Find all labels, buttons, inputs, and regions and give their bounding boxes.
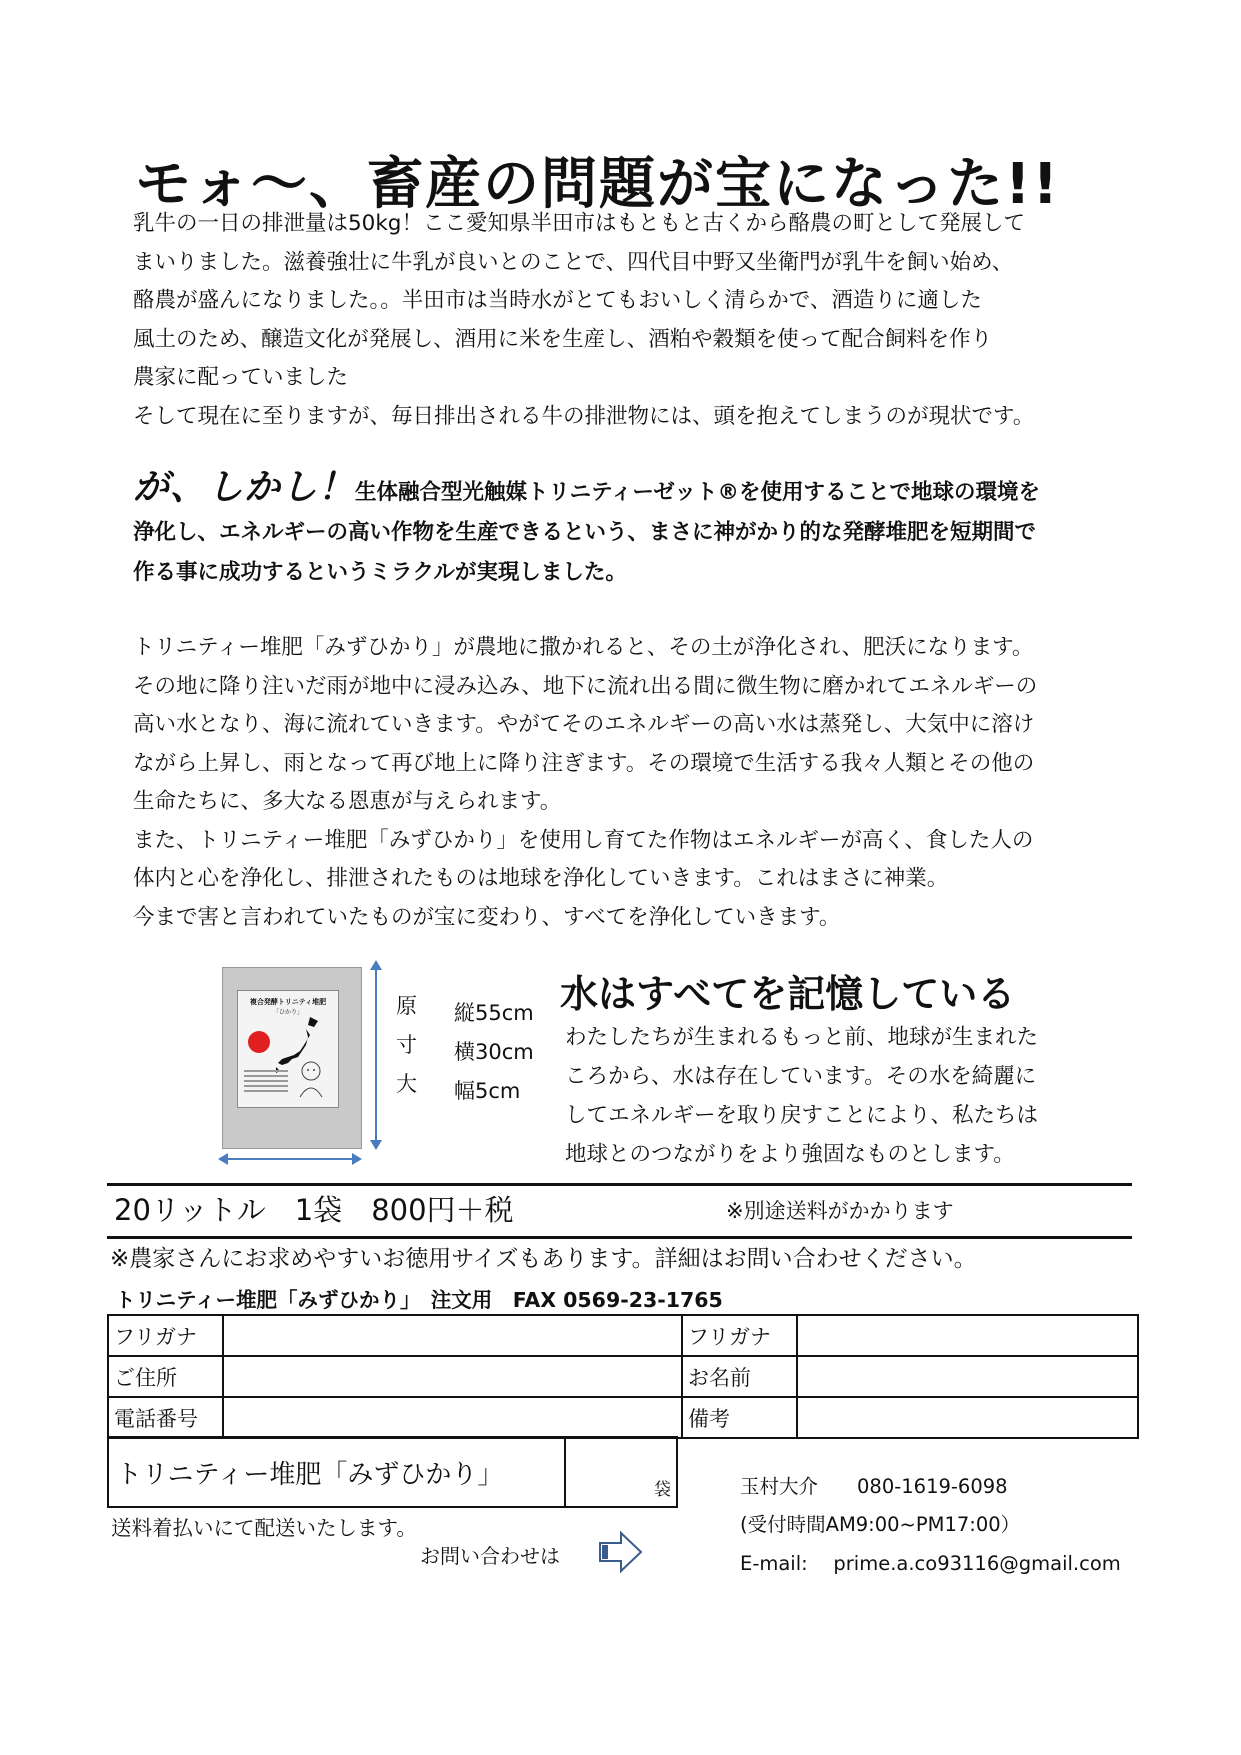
memory-line: ころから、水は存在しています。その水を綺麗に xyxy=(565,1064,1037,1089)
inquiry-label: お問い合わせは xyxy=(420,1544,560,1568)
size-label: 寸 xyxy=(396,1033,417,1057)
address-field[interactable] xyxy=(223,1356,682,1397)
size-label: 原 xyxy=(396,994,417,1018)
body-line: また、トリニティー堆肥「みずひかり」を使用し育てた作物はエネルギーが高く、食した人の xyxy=(133,827,1034,853)
size-labels xyxy=(396,987,417,1104)
arrow-right-icon xyxy=(352,1153,362,1165)
furigana-field-right[interactable] xyxy=(797,1315,1138,1356)
intro-line: 風土のため、醸造文化が発展し、酒用に米を生産し、酒粕や穀類を使って配合飼料を作り xyxy=(133,326,993,352)
name-label: お名前 xyxy=(682,1356,797,1397)
body-line: 体内と心を浄化し、排泄されたものは地球を浄化していきます。これはまさに神業。 xyxy=(133,866,949,891)
arrow-up-icon xyxy=(370,960,382,970)
bulk-size-note: ※農家さんにお求めやすいお徳用サイズもあります。詳細はお問い合わせください。 xyxy=(110,1246,977,1272)
memory-line: わたしたちが生まれるもっと前、地球が生まれた xyxy=(565,1025,1039,1050)
furigana-label-right: フリガナ xyxy=(682,1315,797,1356)
size-value: 横30cm xyxy=(454,1040,534,1064)
intro-line: 農家に配っていました xyxy=(133,365,349,390)
however-text: 生体融合型光触媒トリニティーゼット®を使用することで地球の環境を xyxy=(355,480,1041,505)
body-line: ながら上昇し、雨となって再び地上に降り注ぎます。その環境で生活する我々人類とその他の xyxy=(133,750,1035,776)
body-line: トリニティー堆肥「みずひかり」が農地に撒かれると、その土が浄化され、肥沃になります。 xyxy=(133,635,1034,660)
contact-hours: (受付時間AM9:00~PM17:00） xyxy=(740,1513,1021,1536)
memory-title: 水はすべてを記憶している xyxy=(560,972,1016,1016)
order-form-table xyxy=(107,1314,1139,1439)
bag-label-sub: 「ひかり」 xyxy=(272,1009,303,1016)
size-values xyxy=(454,994,534,1111)
memory-paragraph xyxy=(565,1018,1038,1174)
however-paragraph xyxy=(133,468,1040,593)
name-field[interactable] xyxy=(797,1356,1138,1397)
body-line: 今まで害と言われていたものが宝に変わり、すべてを浄化していきます。 xyxy=(133,904,841,930)
contact-person: 玉村大介 080-1619-6098 xyxy=(740,1475,1008,1498)
character-illustration xyxy=(294,1059,328,1099)
intro-paragraph xyxy=(133,205,1034,436)
price-text: 20リットル 1袋 800円＋税 xyxy=(114,1193,514,1227)
size-value: 縦55cm xyxy=(454,1001,534,1025)
shipping-note: 送料着払いにて配送いたします。 xyxy=(111,1516,417,1540)
shipping-fee-note: ※別途送料がかかります xyxy=(726,1199,954,1223)
arrow-left-icon xyxy=(218,1153,228,1165)
however-line-1 xyxy=(133,468,1040,513)
right-arrow-icon xyxy=(597,1530,645,1574)
bag-label xyxy=(237,990,339,1108)
bag-label-title: 複合発酵トリニティ堆肥 xyxy=(249,998,327,1006)
phone-label: 電話番号 xyxy=(108,1397,223,1438)
body-line: 生命たちに、多大なる恩恵が与えられます。 xyxy=(133,789,562,814)
body-line: 高い水となり、海に流れていきます。やがてそのエネルギーの高い水は蒸発し、大気中に溶け xyxy=(133,712,1035,737)
address-label: ご住所 xyxy=(108,1356,223,1397)
order-form-heading: トリニティー堆肥「みずひかり」 注文用 FAX 0569-23-1765 xyxy=(115,1288,723,1312)
memory-line: してエネルギーを取り戻すことにより、私たちは xyxy=(565,1103,1039,1128)
product-bag-image xyxy=(222,967,362,1149)
remarks-label: 備考 xyxy=(682,1397,797,1438)
intro-line: まいりました。滋養強壮に牛乳が良いとのことで、四代目中野又坐衛門が乳牛を飼い始め、 xyxy=(133,249,1014,275)
however-line-2: 浄化し、エネルギーの高い作物を生産できるという、まさに神がかり的な発酵堆肥を短期間で xyxy=(133,520,1037,545)
furigana-field[interactable] xyxy=(223,1315,682,1356)
rising-sun-icon xyxy=(248,1031,270,1053)
page-title: モォ～、畜産の問題が宝になった!! xyxy=(135,152,1061,217)
contact-email: E-mail: prime.a.co93116@gmail.com xyxy=(740,1552,1121,1575)
furigana-label: フリガナ xyxy=(108,1315,223,1356)
width-dimension-line xyxy=(222,1158,360,1160)
product-name: トリニティー堆肥「みずひかり」 xyxy=(116,1460,504,1490)
height-dimension-line xyxy=(375,965,377,1145)
memory-line: 地球とのつながりをより強固なものとします。 xyxy=(565,1142,1015,1167)
body-line: その地に降り注いだ雨が地中に浸み込み、地下に流れ出る間に微生物に磨かれてエネルギーの xyxy=(133,673,1038,699)
phone-field[interactable] xyxy=(223,1397,682,1438)
size-label: 大 xyxy=(396,1072,417,1096)
intro-line: 乳牛の一日の排泄量は50kg！ここ愛知県半田市はもともと古くから酪農の町として発展して xyxy=(133,211,1025,236)
remarks-field[interactable] xyxy=(797,1397,1138,1438)
body-paragraph xyxy=(133,629,1037,937)
label-fine-print xyxy=(244,1067,288,1095)
quantity-unit: 袋 xyxy=(654,1480,671,1500)
however-line-3: 作る事に成功するというミラクルが実現しました。 xyxy=(133,560,627,585)
arrow-down-icon xyxy=(370,1140,382,1150)
however-lead: が、しかし！ xyxy=(133,467,356,508)
intro-line: 酪農が盛んになりました。。半田市は当時水がとてもおいしく清らかで、酒造りに適した xyxy=(133,288,982,313)
intro-line: そして現在に至りますが、毎日排出される牛の排泄物には、頭を抱えてしまうのが現状です。 xyxy=(133,403,1035,429)
size-value: 幅5cm xyxy=(454,1079,521,1103)
